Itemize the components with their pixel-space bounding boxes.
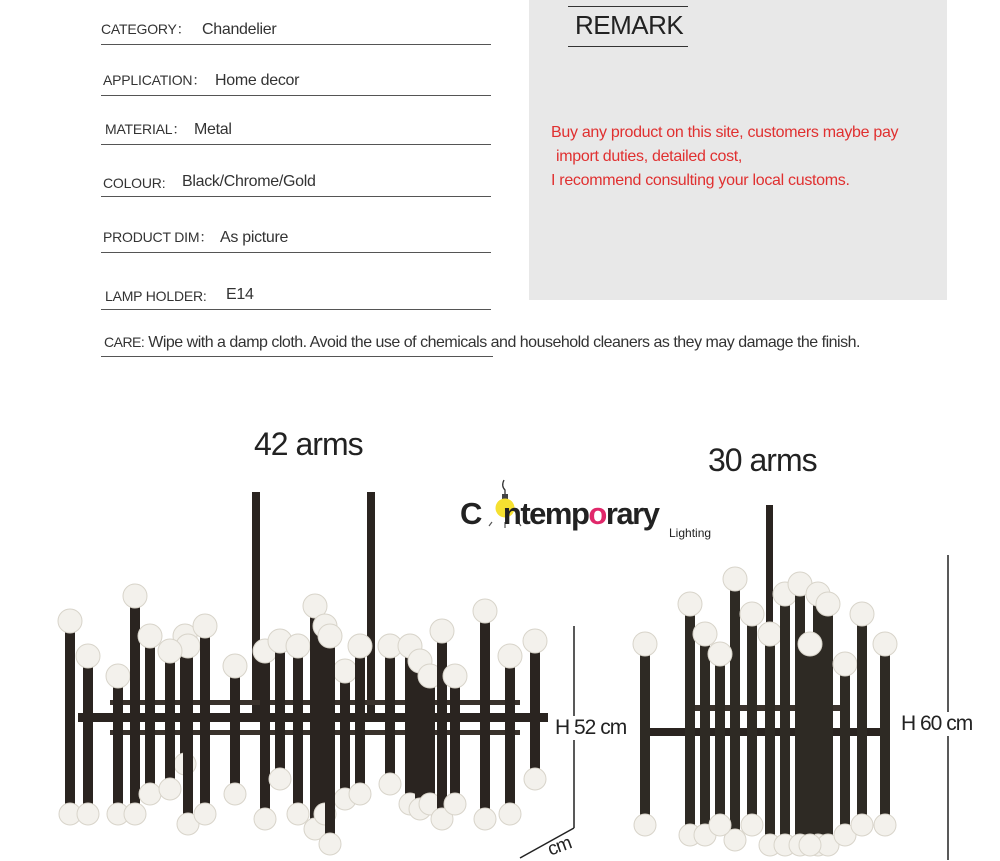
light-globe	[708, 642, 732, 666]
spec-label: COLOUR:	[103, 175, 166, 191]
logo-text-c: C	[460, 496, 481, 531]
light-globe	[634, 814, 656, 836]
light-globe	[524, 768, 546, 790]
care-value: Wipe with a damp cloth. Avoid the use of chemicals and household cleaners as they may damage the finish.	[148, 334, 860, 351]
chandelier-tube	[260, 655, 270, 815]
width-label: cm	[544, 832, 575, 861]
spec-value: Black/Chrome/Gold	[182, 173, 316, 190]
chandelier-tube	[747, 620, 757, 820]
light-globe	[223, 654, 247, 678]
chandelier-tube	[840, 670, 850, 830]
chandelier-tube	[83, 660, 93, 810]
light-globe	[633, 632, 657, 656]
light-globe	[758, 622, 782, 646]
chandelier-tube	[685, 610, 695, 830]
light-globe	[159, 778, 181, 800]
spec-label: MATERIAL：	[105, 121, 187, 137]
logo-wordmark	[460, 496, 658, 532]
light-globe	[850, 602, 874, 626]
light-globe	[76, 644, 100, 668]
spec-value: As picture	[220, 229, 289, 246]
chandelier-tube	[183, 650, 193, 820]
chandelier-tube	[700, 640, 710, 830]
height-label-52: H 52 cm	[555, 716, 627, 739]
ceiling-rod	[252, 492, 260, 722]
chandelier-tube	[310, 610, 320, 825]
chandelier-tube	[795, 590, 805, 840]
light-globe	[106, 664, 130, 688]
chandelier-tube	[765, 640, 775, 840]
remark-line: import duties, detailed cost,	[556, 148, 743, 165]
light-globe	[333, 659, 357, 683]
light-globe	[740, 602, 764, 626]
chandelier-tube	[200, 630, 210, 810]
spec-label: PRODUCT DIM：	[103, 229, 214, 245]
light-globe	[58, 609, 82, 633]
light-globe	[741, 814, 763, 836]
chandelier-tube	[293, 650, 303, 810]
spec-value: Metal	[194, 121, 232, 138]
light-globe	[799, 834, 821, 856]
chandelier-tube	[355, 650, 365, 790]
light-globe	[287, 803, 309, 825]
chandelier-tube	[805, 650, 815, 840]
chandelier-tube	[857, 620, 867, 820]
light-globe	[224, 783, 246, 805]
spec-value: E14	[226, 286, 254, 303]
chandelier-tube	[715, 660, 725, 820]
spec-label: LAMP HOLDER:	[105, 288, 207, 304]
light-globe	[851, 814, 873, 836]
ceiling-rod	[367, 492, 375, 722]
light-globe	[430, 619, 454, 643]
light-globe	[319, 833, 341, 855]
chandelier-tube	[780, 600, 790, 840]
light-globe	[193, 614, 217, 638]
chandelier-tube	[385, 650, 395, 780]
light-globe	[523, 629, 547, 653]
logo-text-o: o	[588, 496, 606, 531]
spec-value: Home decor	[215, 72, 300, 89]
arms-label-42: 42 arms	[254, 426, 363, 462]
light-globe	[874, 814, 896, 836]
chandelier-tube	[275, 645, 285, 775]
height-label-60: H 60 cm	[901, 712, 973, 735]
chandelier-tube	[480, 615, 490, 815]
logo-text-after: rary	[605, 496, 659, 531]
light-globe	[499, 803, 521, 825]
remark-line: I recommend consulting your local customs.	[551, 172, 850, 189]
light-globe	[348, 634, 372, 658]
light-globe	[873, 632, 897, 656]
light-globe	[318, 624, 342, 648]
care-label: CARE:	[104, 334, 145, 350]
chandelier-tube	[730, 585, 740, 835]
logo-subtitle: Lighting	[669, 526, 712, 540]
chandelier-tube	[145, 640, 155, 790]
light-globe	[194, 803, 216, 825]
light-globe	[138, 624, 162, 648]
light-globe	[139, 783, 161, 805]
spec-label: APPLICATION：	[103, 72, 207, 88]
chandelier-tube	[823, 610, 833, 840]
light-globe	[77, 803, 99, 825]
light-globe	[123, 584, 147, 608]
chandelier-tube	[325, 640, 335, 840]
contemporary-lighting-logo	[460, 478, 720, 548]
chandelier-tube	[437, 635, 447, 815]
light-globe	[473, 599, 497, 623]
light-globe	[379, 773, 401, 795]
chandelier-tube	[880, 650, 890, 820]
chandelier-tube	[530, 645, 540, 775]
arms-label-30: 30 arms	[708, 442, 817, 478]
chandelier-tube	[640, 650, 650, 820]
chandelier-tube	[113, 680, 123, 810]
light-globe	[678, 592, 702, 616]
light-globe	[254, 808, 276, 830]
light-globe	[709, 814, 731, 836]
light-globe	[443, 664, 467, 688]
light-globe	[833, 652, 857, 676]
chandelier-tube	[340, 675, 350, 795]
light-globe	[723, 567, 747, 591]
light-globe	[349, 783, 371, 805]
light-globe	[798, 632, 822, 656]
chandelier-tube	[405, 650, 415, 800]
light-globe	[286, 634, 310, 658]
chandelier-tube	[230, 670, 240, 790]
chandelier-tube	[505, 660, 515, 810]
light-globe	[498, 644, 522, 668]
light-globe	[158, 639, 182, 663]
remark-line: Buy any product on this site, customers maybe pay	[551, 124, 899, 141]
chandelier-tube	[165, 655, 175, 785]
light-globe	[444, 793, 466, 815]
light-globe	[816, 592, 840, 616]
remark-title: REMARK	[575, 10, 684, 40]
light-globe	[124, 803, 146, 825]
logo-text-main: ntemp	[502, 496, 589, 531]
spec-value: Chandelier	[202, 21, 277, 38]
light-globe	[474, 808, 496, 830]
chandelier-tube	[450, 680, 460, 800]
chandelier-tube	[425, 680, 435, 800]
spec-label: CATEGORY：	[101, 21, 191, 37]
chandelier-tube	[65, 625, 75, 810]
light-globe	[269, 768, 291, 790]
light-globe	[693, 622, 717, 646]
